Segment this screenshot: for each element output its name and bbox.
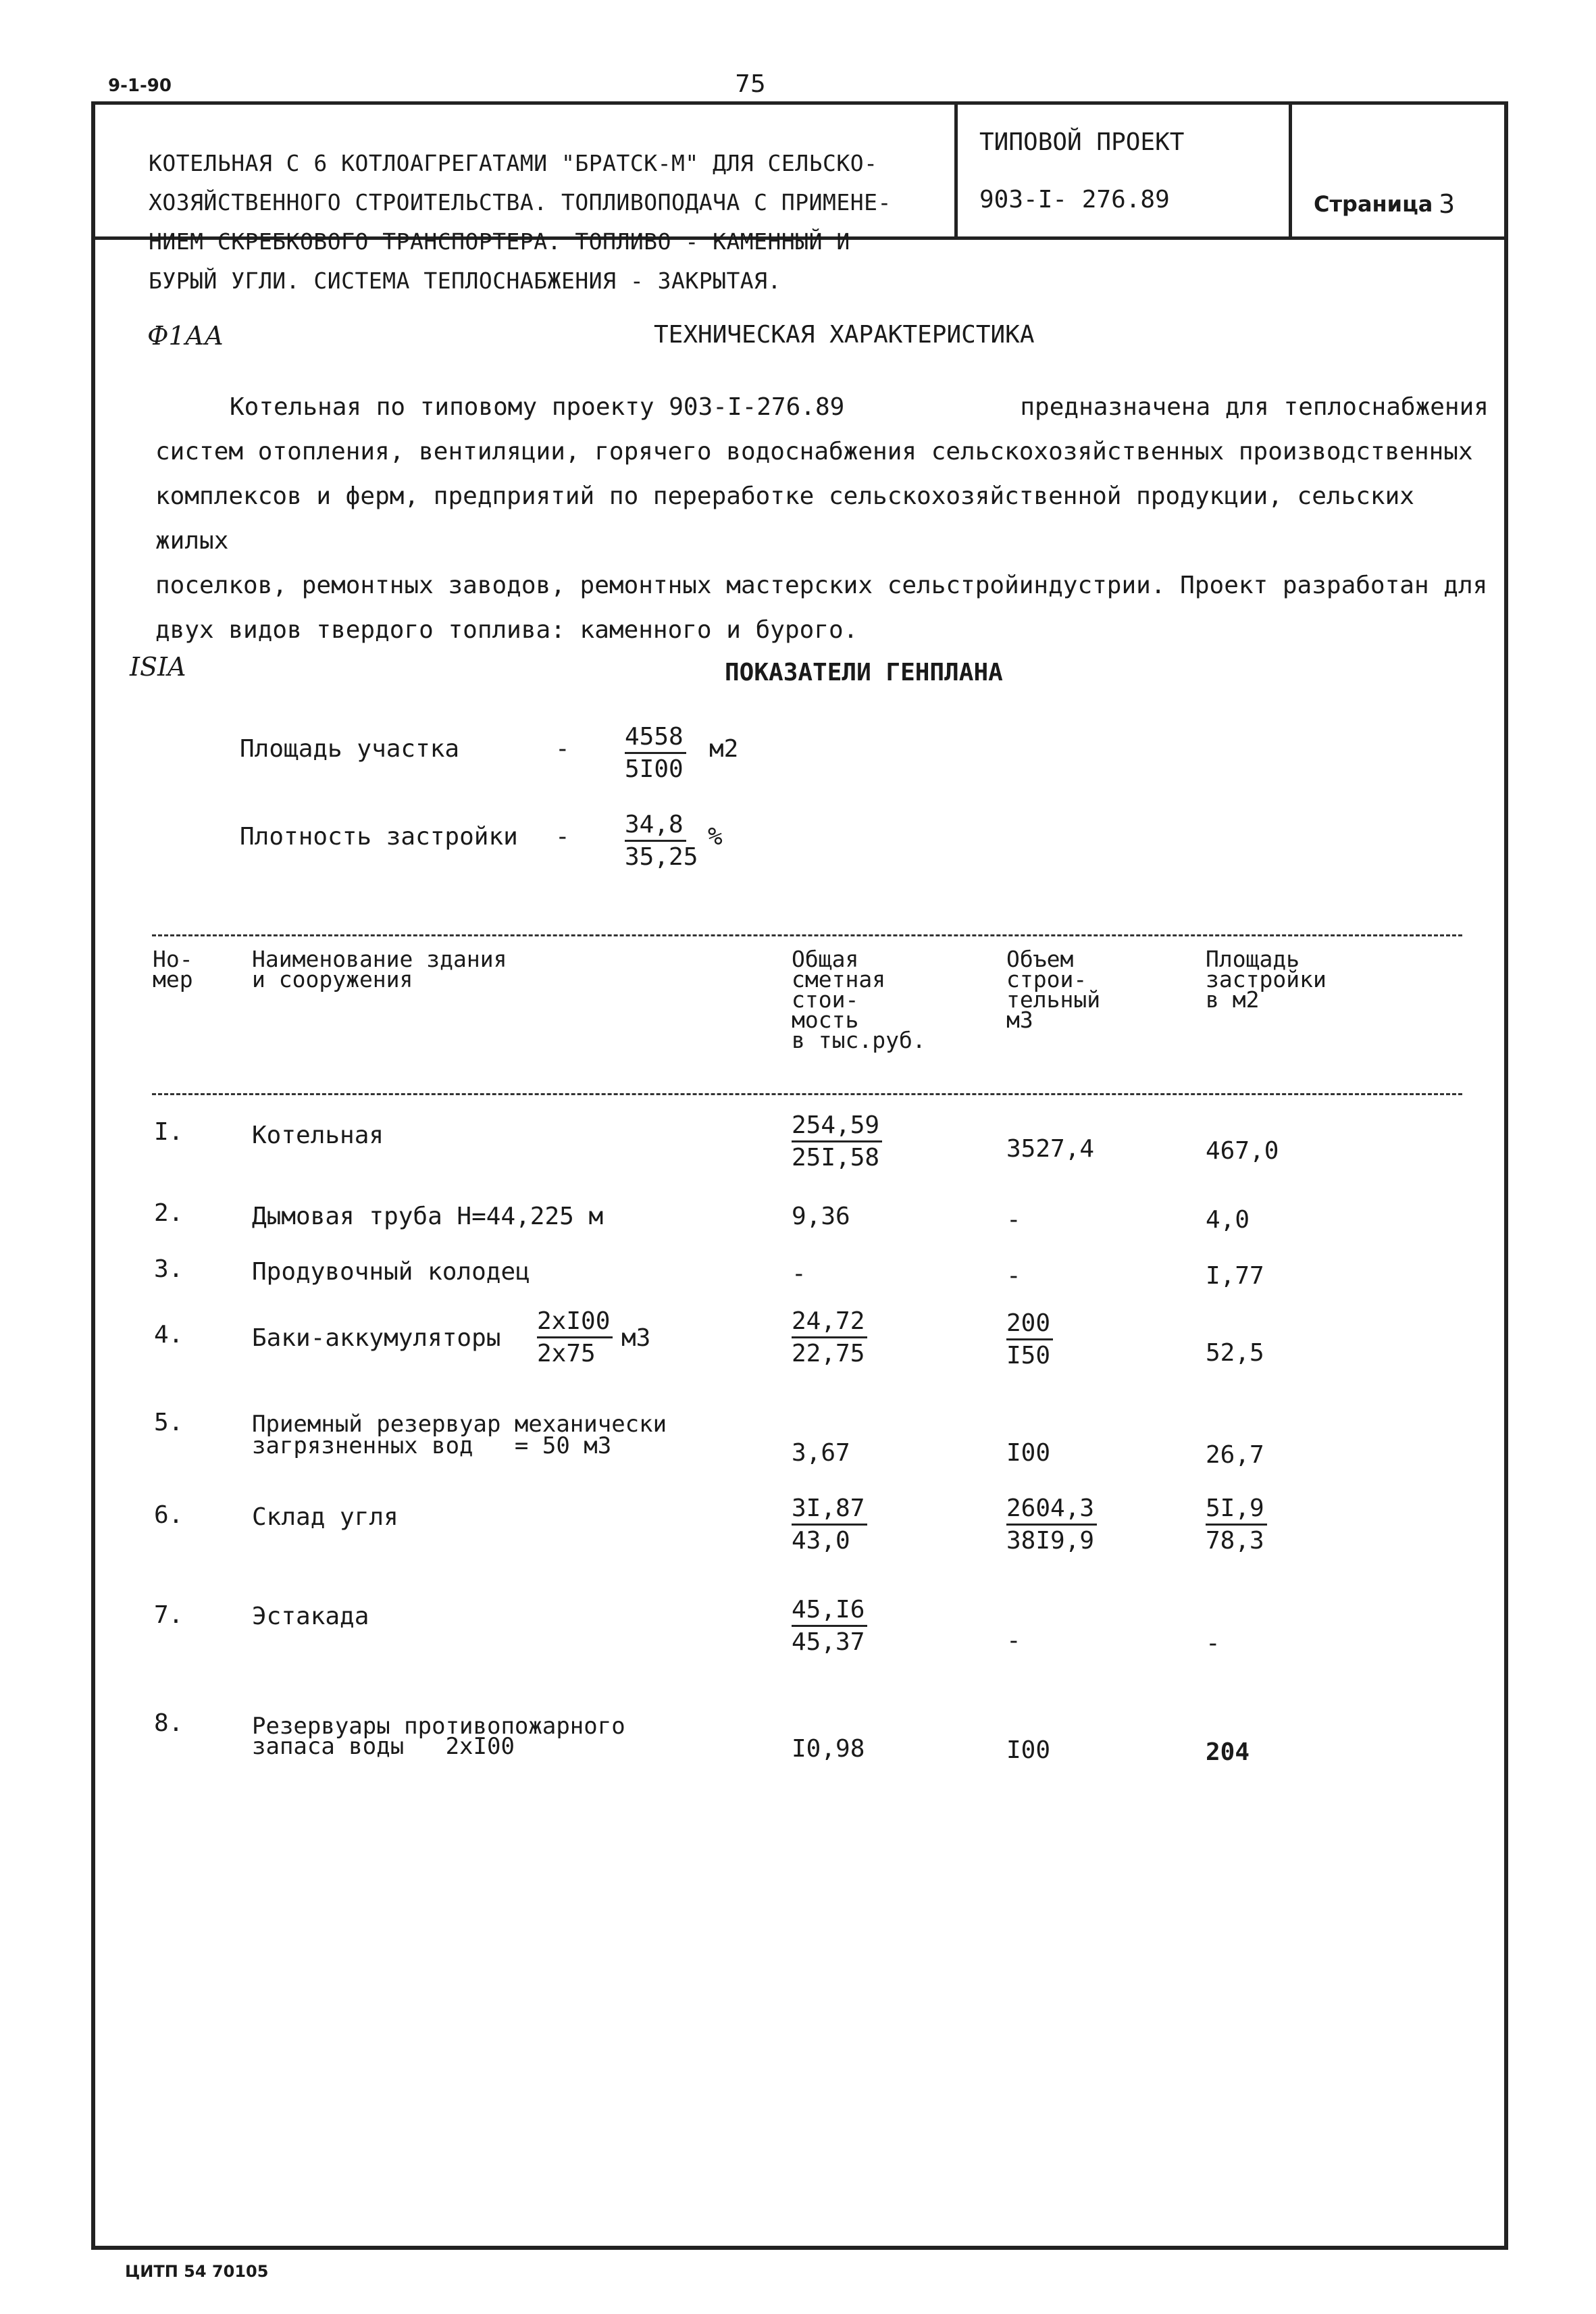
cost-numerator: 3I,87 — [792, 1495, 867, 1526]
technical-description — [155, 385, 1493, 653]
row-name: Дымовая труба Н=44,225 м — [252, 1203, 604, 1230]
row-name: Склад угля — [252, 1503, 398, 1531]
title-line: ХОЗЯЙСТВЕННОГО СТРОИТЕЛЬСТВА. ТОПЛИВОПОДАЧА С ПРИМЕНЕ- — [149, 189, 892, 216]
title-line: НИЕМ СКРЕБКОВОГО ТРАНСПОРТЕРА. ТОПЛИВО - КАМЕННЫЙ И — [149, 228, 850, 255]
row-cost — [792, 1596, 867, 1658]
row-name — [252, 1713, 625, 1760]
cost-denominator: 22,75 — [792, 1340, 865, 1367]
paragraph-line: систем отопления, вентиляции, горячего водоснабжения сельскохозяйственных производственных — [155, 438, 1473, 466]
series-code: 9-1-90 — [108, 76, 172, 96]
cost-numerator: 45,I6 — [792, 1596, 867, 1627]
cost-denominator: 45,37 — [792, 1628, 865, 1656]
row-cost: 3,67 — [792, 1439, 850, 1467]
sheet-number: 3 — [1439, 189, 1456, 219]
row-volume: - — [1006, 1262, 1021, 1290]
page-number: 75 — [735, 70, 766, 98]
header-cost: Общая сметная стои- мость в тыс.руб. — [792, 946, 926, 1053]
header-area: Площадь застройки в м2 — [1206, 946, 1327, 1013]
row-cost: I0,98 — [792, 1735, 865, 1763]
table-header-rule — [152, 1093, 1462, 1095]
sheet-label: Страница — [1314, 191, 1433, 217]
row-volume — [1006, 1309, 1053, 1372]
row-name-capacity — [537, 1307, 613, 1369]
row-cost — [792, 1494, 867, 1557]
title-line: КОТЕЛЬНАЯ С 6 КОТЛОАГРЕГАТАМИ "БРАТСК-М" ДЛЯ СЕЛЬСКО- — [149, 150, 878, 176]
indicator-unit: м2 — [709, 735, 739, 763]
row-name: Продувочный колодец — [252, 1258, 530, 1286]
row-name-line: запаса воды 2хI00 — [252, 1733, 515, 1760]
row-volume: I00 — [1006, 1439, 1051, 1467]
row-volume: I00 — [1006, 1736, 1051, 1764]
row-cost — [792, 1307, 867, 1369]
value-numerator: 4558 — [625, 724, 686, 754]
volume-numerator: 2604,3 — [1006, 1495, 1097, 1526]
title-divider-1 — [954, 101, 958, 240]
row-area: I,77 — [1206, 1262, 1264, 1290]
project-label: ТИПОВОЙ ПРОЕКТ — [979, 128, 1185, 156]
indicator-dash: - — [555, 823, 570, 851]
section-code: ISIA — [130, 652, 186, 682]
section-heading: ПОКАЗАТЕЛИ ГЕНПЛАНА — [725, 659, 1003, 686]
indicator-label: Площадь участка — [240, 735, 460, 763]
header-volume: Объем строи- тельный м3 — [1006, 946, 1101, 1033]
footer-code: ЦИТП 54 70105 — [125, 2262, 269, 2281]
row-number: 5. — [154, 1409, 184, 1436]
row-name: Баки-аккумуляторы — [252, 1324, 501, 1352]
capacity-numerator: 2хI00 — [537, 1308, 613, 1338]
paragraph-line: Котельная по типовому проекту 903-I-276.89 предназначена для теплоснабжения — [230, 393, 1489, 421]
section-heading: ТЕХНИЧЕСКАЯ ХАРАКТЕРИСТИКА — [654, 321, 1035, 349]
volume-numerator: 200 — [1006, 1310, 1053, 1340]
row-area: 467,0 — [1206, 1137, 1279, 1165]
section-code: Ф1АА — [147, 321, 224, 351]
header-number: Но- мер — [153, 946, 193, 992]
row-area: - — [1206, 1630, 1220, 1657]
document-title — [149, 134, 946, 310]
row-area — [1206, 1494, 1267, 1557]
row-name-line: загрязненных вод = 50 м3 — [252, 1432, 612, 1459]
indicator-value — [625, 811, 698, 873]
row-volume: - — [1006, 1627, 1021, 1655]
row-volume: - — [1006, 1206, 1021, 1234]
project-number: 903-I- 276.89 — [979, 186, 1170, 213]
row-number: 2. — [154, 1199, 184, 1227]
row-cost: 9,36 — [792, 1203, 850, 1230]
row-name — [252, 1413, 667, 1457]
row-name-line: Приемный резервуар механически — [252, 1411, 667, 1438]
row-volume — [1006, 1494, 1097, 1557]
indicator-value — [625, 723, 686, 785]
row-name-line: Резервуары противопожарного — [252, 1713, 625, 1740]
row-area: 26,7 — [1206, 1441, 1264, 1469]
row-number: 6. — [154, 1501, 184, 1529]
row-area: 4,0 — [1206, 1206, 1250, 1234]
row-name-unit: м3 — [621, 1324, 651, 1352]
paragraph-line: поселков, ремонтных заводов, ремонтных мастерских сельстройиндустрии. Проект разработан для — [155, 572, 1488, 599]
row-area: 52,5 — [1206, 1339, 1264, 1367]
row-cost — [792, 1111, 882, 1174]
row-area: 204 — [1206, 1738, 1250, 1766]
value-numerator: 34,8 — [625, 811, 686, 842]
row-name: Эстакада — [252, 1603, 369, 1630]
cost-numerator: 254,59 — [792, 1112, 882, 1142]
area-numerator: 5I,9 — [1206, 1495, 1267, 1526]
cost-denominator: 25I,58 — [792, 1144, 880, 1172]
cost-denominator: 43,0 — [792, 1527, 850, 1555]
row-volume: 3527,4 — [1006, 1135, 1095, 1163]
row-name: Котельная — [252, 1122, 384, 1149]
header-name: Наименование здания и сооружения — [252, 946, 507, 992]
area-denominator: 78,3 — [1206, 1527, 1264, 1555]
title-line: БУРЫЙ УГЛИ. СИСТЕМА ТЕПЛОСНАБЖЕНИЯ - ЗАКРЫТАЯ. — [149, 268, 781, 294]
row-number: 4. — [154, 1321, 184, 1349]
volume-denominator: 38I9,9 — [1006, 1527, 1095, 1555]
value-denominator: 5I00 — [625, 755, 684, 783]
table-top-rule — [152, 934, 1462, 936]
row-number: 8. — [154, 1709, 184, 1737]
title-divider-2 — [1289, 101, 1292, 240]
paragraph-line: двух видов твердого топлива: каменного и бурого. — [155, 616, 858, 644]
row-number: 7. — [154, 1601, 184, 1629]
paragraph-line: комплексов и ферм, предприятий по переработке сельскохозяйственной продукции, сельских жилых — [155, 482, 1414, 555]
row-number: 3. — [154, 1255, 184, 1283]
row-number: I. — [154, 1118, 184, 1146]
capacity-denominator: 2х75 — [537, 1340, 596, 1367]
indicator-label: Плотность застройки — [240, 823, 518, 851]
indicator-dash: - — [555, 735, 570, 763]
indicator-unit: % — [708, 823, 723, 851]
cost-numerator: 24,72 — [792, 1308, 867, 1338]
row-cost: - — [792, 1260, 806, 1288]
volume-denominator: I50 — [1006, 1342, 1051, 1369]
value-denominator: 35,25 — [625, 843, 698, 871]
